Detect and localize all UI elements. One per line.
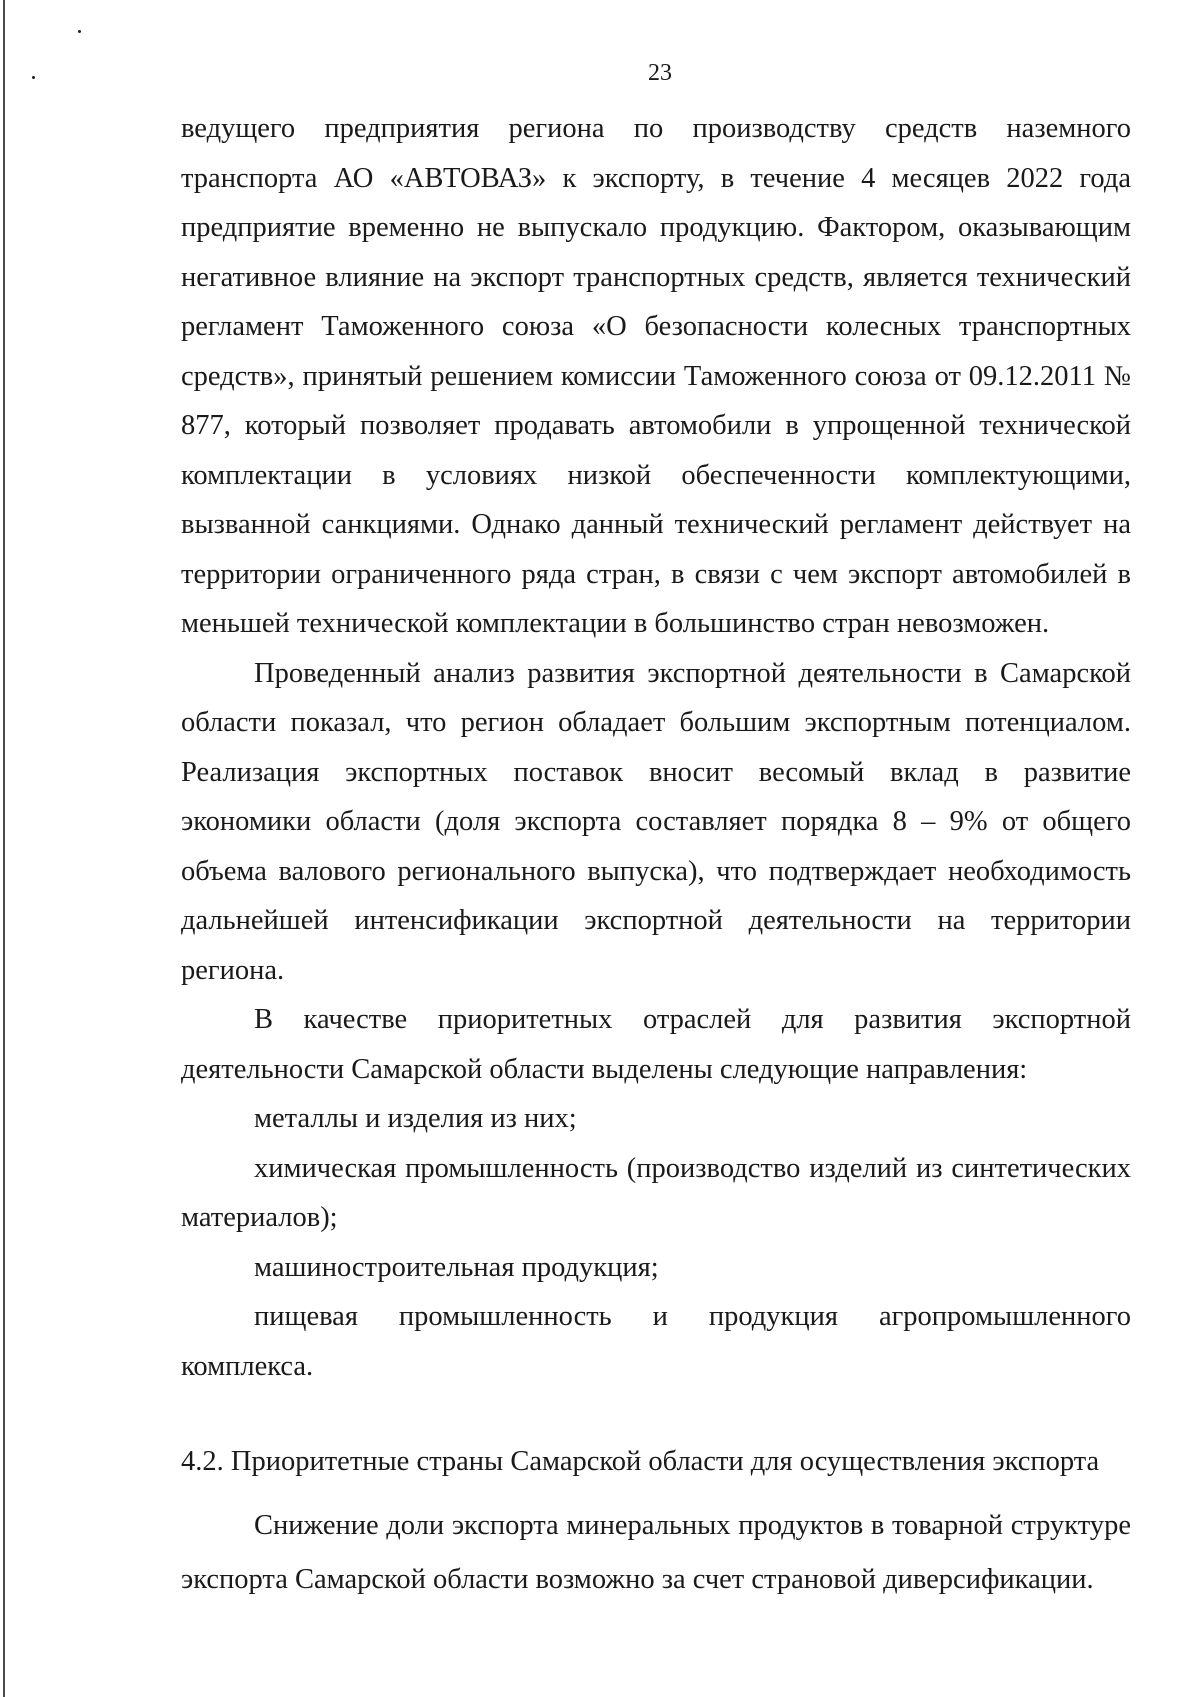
- scan-speck: [78, 30, 81, 33]
- list-item: пищевая промышленность и продукция агропромышленного комплекса.: [181, 1301, 1131, 1382]
- paragraph-diversification: Снижение доли экспорта минеральных продуктов в товарной структуре экспорта Самарской области возможно за счет страновой диверсификации.: [181, 1510, 1131, 1595]
- scan-speck: [32, 76, 35, 79]
- section-text: [181, 1499, 1131, 1607]
- paragraph-analysis: Проведенный анализ развития экспортной деятельности в Самарской области показал, что регион обладает большим экспортным потенциалом. Реализация экспортных поставок вносит весомый вклад в развитие экономики области (доля экспорта составляет порядка 8 – 9% от общего объема валового регионального выпуска), что подтверждает необходимость дальнейшей интенсификации экспортной деятельности на территории региона.: [181, 657, 1131, 986]
- paragraph-priority-sectors: В качестве приоритетных отраслей для развития экспортной деятельности Самарской области выделены следующие направления:: [181, 1004, 1131, 1085]
- paragraph-autovaz: ведущего предприятия региона по производству средств наземного транспорта АО «АВТОВАЗ» к экспорту, в течение 4 месяцев 2022 года предприятие временно не выпускало продукцию. Фактором, оказывающим негативное влияние на экспорт транспортных средств, является технический регламент Таможенного союза «О безопасности колесных транспортных средств», принятый решением комиссии Таможенного союза от 09.12.2011 № 877, который позволяет продавать автомобили в упрощенной технической комплектации в условиях низкой обеспеченности комплектующими, вызванной санкциями. Однако данный технический регламент действует на территории ограниченного ряда стран, в связи с чем экспорт автомобилей в меньшей технической комплектации в большинство стран невозможен.: [181, 113, 1131, 639]
- scan-left-border: [3, 0, 5, 1697]
- page-number: 23: [648, 60, 672, 86]
- body-text: [181, 104, 1131, 1391]
- list-item: машиностроительная продукция;: [254, 1251, 659, 1283]
- list-item: металлы и изделия из них;: [254, 1103, 577, 1134]
- list-item: химическая промышленность (производство изделий из синтетических материалов);: [181, 1152, 1131, 1233]
- section-heading: 4.2. Приоритетные страны Самарской области для осуществления экспорта: [181, 1446, 1100, 1477]
